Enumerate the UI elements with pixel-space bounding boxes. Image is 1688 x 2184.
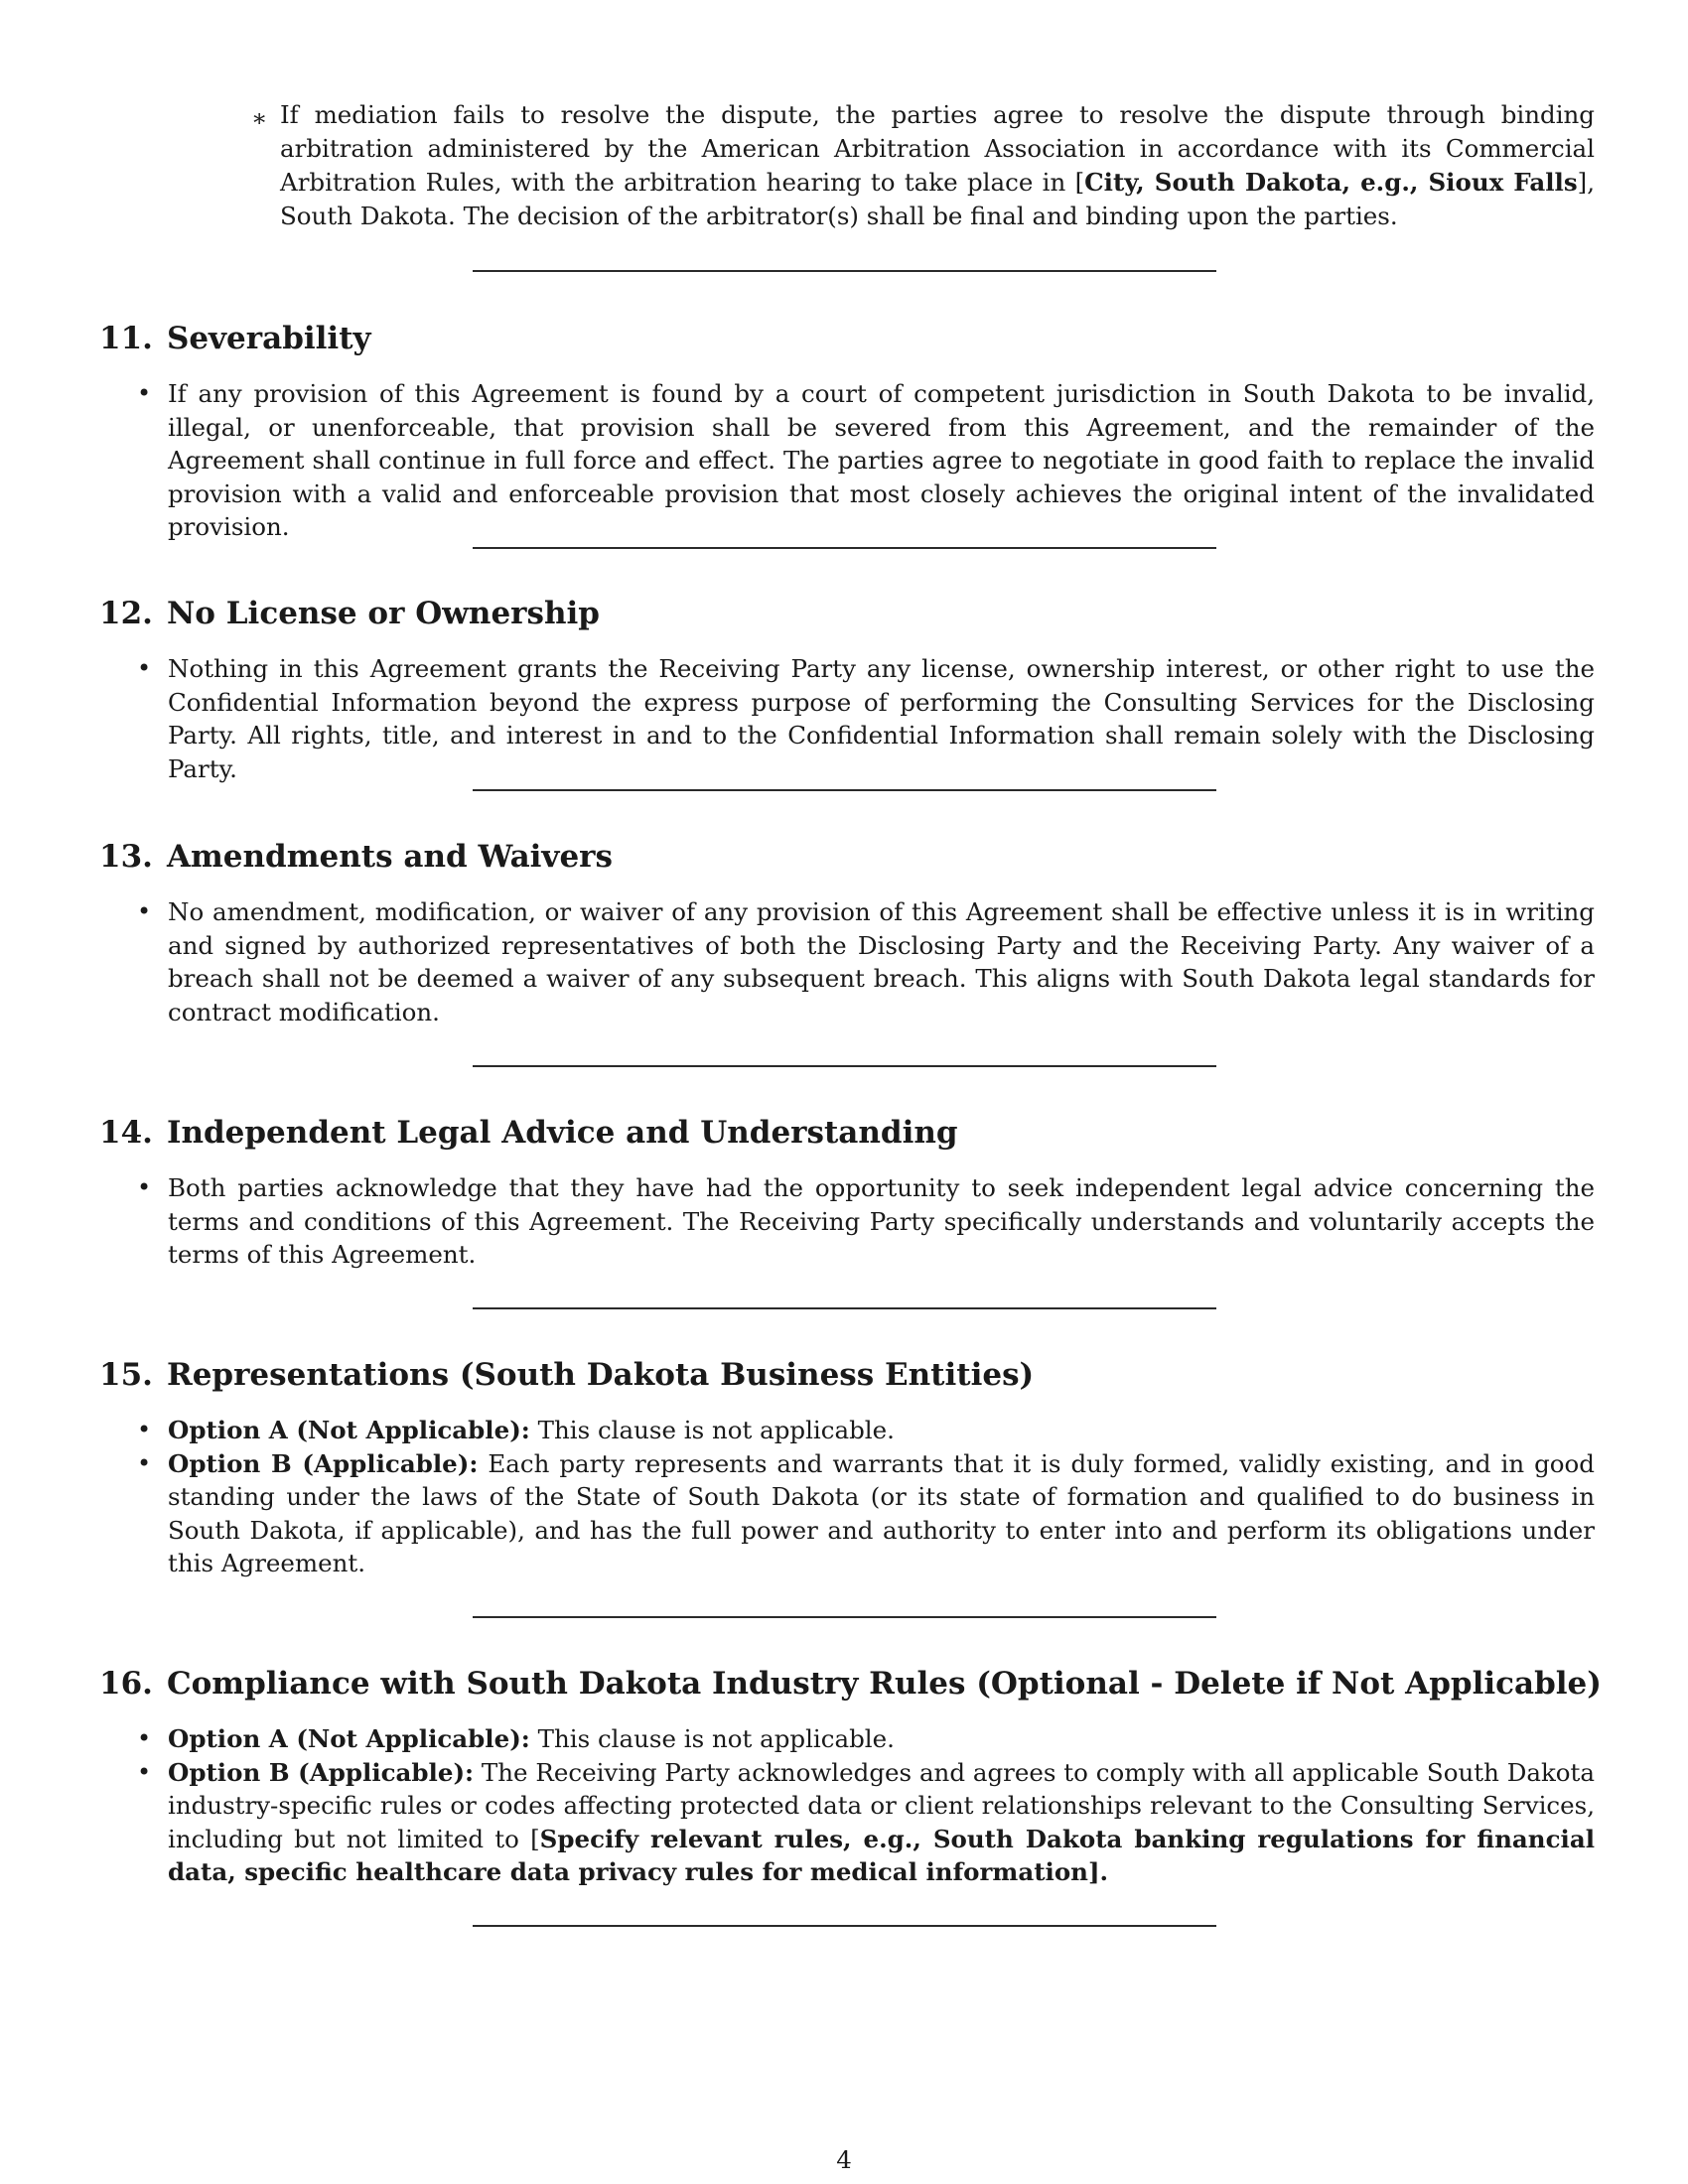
section-title: Amendments and Waivers <box>166 839 613 875</box>
clause-text: If any provision of this Agreement is found by a court of competent jurisdiction in South Dakota to be invalid, illegal, or unenforceable, that provision shall be severed from this Agreement, and the remainder of the Agreement shall continue in full force and effect. The parties agree to negotiate in good faith to replace the invalid provision with a valid and enforceable provision that most closely achieves the original intent of the invalidated provision. <box>168 379 1595 541</box>
section-title: No License or Ownership <box>166 596 600 631</box>
list-item <box>0 652 1595 785</box>
bullet-marker: • <box>137 379 152 407</box>
clause-text: Both parties acknowledge that they have had the opportunity to seek independent legal advice concerning the terms and conditions of this Agreement. The Receiving Party specifically understands and voluntarily accepts the terms of this Agreement. <box>168 1173 1595 1269</box>
list-item <box>0 1414 1595 1447</box>
section-heading-industry-rules <box>99 1664 1602 1704</box>
list-item <box>0 1447 1595 1580</box>
option-label: Option A (Not Applicable): <box>168 1724 530 1753</box>
section-number: 13. <box>99 839 153 875</box>
bullet-marker: • <box>137 1416 152 1443</box>
section-heading-severability <box>99 319 371 358</box>
bullet-marker: • <box>137 897 152 925</box>
section-number: 14. <box>99 1115 153 1151</box>
clause-text: Option B (Applicable): Each party represents and warrants that it is duly formed, validly existing, and in good standing under the laws of the State of South Dakota (or its state of formation and qualified to do business in South Dakota, if applicable), and has the full power and authority to enter into and perform its obligations under this Agreement. <box>168 1448 1595 1577</box>
section-number: 15. <box>99 1357 153 1393</box>
sub-bullet-marker: ∗ <box>251 104 268 132</box>
section-title: Independent Legal Advice and Understanding <box>166 1115 958 1151</box>
section-divider <box>473 1307 1216 1309</box>
list-item <box>0 1171 1595 1272</box>
placeholder-rules: Specify relevant rules, e.g., South Dakota banking regulations for financial data, specific healthcare data privacy rules for medical information <box>168 1824 1596 1886</box>
section-list-representations <box>0 1414 1595 1580</box>
section-list-amendments <box>0 895 1595 1028</box>
clause-text: Nothing in this Agreement grants the Receiving Party any license, ownership interest, or other right to use the Confidential Information beyond the express purpose of performing the Consulting Services for the Disclosing Party. All rights, title, and interest in and to the Confidential Information shall remain solely with the Disclosing Party. <box>168 654 1595 783</box>
section-divider <box>473 1065 1216 1067</box>
section-heading-representations <box>99 1355 1034 1395</box>
arbitration-text: If mediation fails to resolve the dispute, the parties agree to resolve the dispute through binding arbitration administered by the American Arbitration Association in accordance with its Commercial Arbitration Rules, with the arbitration hearing to take place in [City, South Dakota, e.g., Sioux Falls], South Dakota. The decision of the arbitrator(s) shall be final and binding upon the parties. <box>280 100 1596 230</box>
section-divider <box>473 270 1216 272</box>
page-number: 4 <box>836 2145 852 2174</box>
section-divider <box>473 789 1216 791</box>
clause-text: No amendment, modification, or waiver of any provision of this Agreement shall be effective unless it is in writing and signed by authorized representatives of both the Disclosing Party and the Receiving Party. Any waiver of a breach shall not be deemed a waiver of any subsequent breach. This aligns with South Dakota legal standards for contract modification. <box>168 897 1595 1026</box>
clause-text: Option B (Applicable): The Receiving Party acknowledges and agrees to comply with all applicable South Dakota industry-specific rules or codes affecting protected data or client relationships relevant to the Consulting Services, including but not limited to [Specify relevant rules, e.g., South Dakota banking regulations for financial data, specific healthcare data privacy rules for medical information]. <box>168 1757 1596 1886</box>
bullet-marker: • <box>137 654 152 682</box>
section-title: Severability <box>166 321 371 356</box>
section-divider <box>473 547 1216 549</box>
clause-text: Option A (Not Applicable): This clause is not applicable. <box>168 1416 895 1444</box>
bullet-marker: • <box>137 1724 152 1752</box>
section-heading-amendments <box>99 837 613 877</box>
section-heading-legal-advice <box>99 1113 958 1153</box>
section-heading-no-license <box>99 594 600 633</box>
list-item <box>0 377 1595 544</box>
section-title: Compliance with South Dakota Industry Rules (Optional - Delete if Not Applicable) <box>166 1666 1602 1702</box>
list-item <box>0 1756 1595 1889</box>
section-divider <box>473 1616 1216 1618</box>
section-title: Representations (South Dakota Business Entities) <box>166 1357 1035 1393</box>
section-number: 12. <box>99 596 153 631</box>
section-list-industry-rules <box>0 1722 1595 1889</box>
bullet-marker: • <box>137 1173 152 1201</box>
section-list-no-license <box>0 652 1595 785</box>
placeholder-city: City, South Dakota, e.g., Sioux Falls <box>1084 168 1578 197</box>
section-list-legal-advice <box>0 1171 1595 1272</box>
clause-text: Option A (Not Applicable): This clause is not applicable. <box>168 1724 895 1753</box>
section-divider <box>473 1925 1216 1927</box>
list-item <box>0 1722 1595 1756</box>
arbitration-clause <box>251 98 1595 233</box>
option-label: Option B (Applicable): <box>168 1448 479 1478</box>
option-label: Option A (Not Applicable): <box>168 1416 530 1444</box>
option-label: Option B (Applicable): <box>168 1757 475 1787</box>
section-number: 16. <box>99 1666 153 1702</box>
section-number: 11. <box>99 321 153 356</box>
list-item <box>0 895 1595 1028</box>
section-list-severability <box>0 377 1595 544</box>
bullet-marker: • <box>137 1448 152 1477</box>
bullet-marker: • <box>137 1757 152 1786</box>
